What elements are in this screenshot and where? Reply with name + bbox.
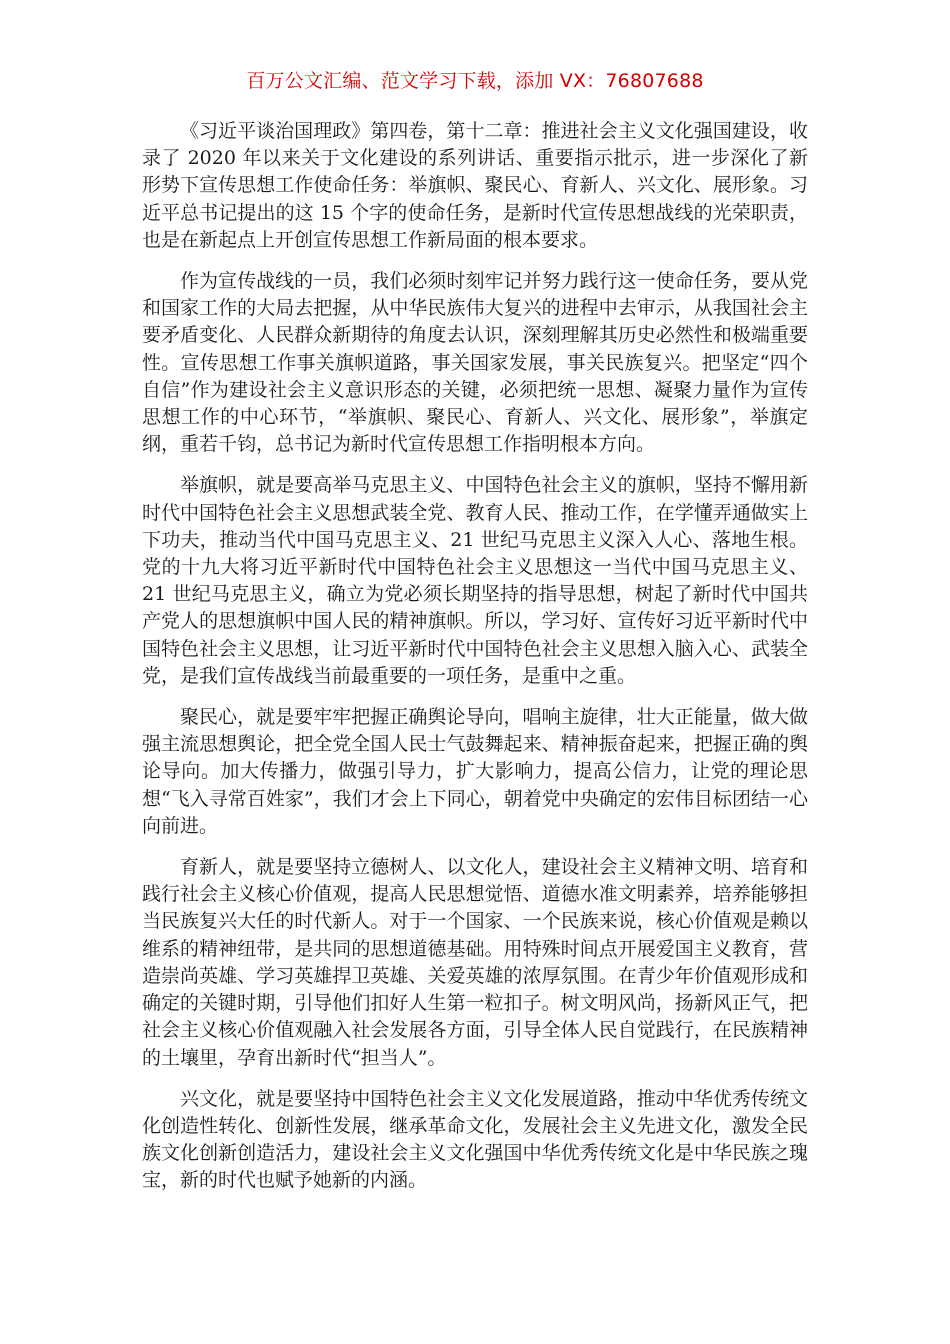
document-body bbox=[142, 118, 808, 1209]
paragraph-cultivate-people: 育新人，就是要坚持立德树人、以文化人，建设社会主义精神文明、培育和践行社会主义核心价值观，提高人民思想觉悟、道德水准文明素养，培养能够担当民族复兴大任的时代新人。对于一个国家、一个民族来说，核心价值观是赖以维系的精神纽带，是共同的思想道德基础。用特殊时间点开展爱国主义教育，营造崇尚英雄、学习英雄捍卫英雄、关爱英雄的浓厚氛围。在青少年价值观形成和确定的关键时期，引导他们扣好人生第一粒扣子。树文明风尚，扬新风正气，把社会主义核心价值观融入社会发展各方面，引导全体人民自觉践行，在民族精神的土壤里，孕育出新时代“担当人”。 bbox=[142, 856, 808, 1069]
paragraph-gather-hearts: 聚民心，就是要牢牢把握正确舆论导向，唱响主旋律，壮大正能量，做大做强主流思想舆论，把全党全国人民士气鼓舞起来、精神振奋起来，把握正确的舆论导向。加大传播力，做强引导力，扩大影响力，提高公信力，让党的理论思想“飞入寻常百姓家”，我们才会上下同心，朝着党中央确定的宏伟目标团结一心向前进。 bbox=[142, 706, 808, 837]
header-watermark: 百万公文汇编、范文学习下载，添加 VX：76807688 bbox=[246, 70, 704, 92]
paragraph-intro: 《习近平谈治国理政》第四卷，第十二章：推进社会主义文化强国建设，收录了 2020 年以来关于文化建设的系列讲话、重要指示批示，进一步深化了新形势下宣传思想工作使命任务：举旗帜、聚民心、育新人、兴文化、展形象。习近平总书记提出的这 15 个字的使命任务，是新时代宣传思想战线的光荣职责，也是在新起点上开创宣传思想工作新局面的根本要求。 bbox=[142, 120, 808, 251]
paragraph-raise-banner: 举旗帜，就是要高举马克思主义、中国特色社会主义的旗帜，坚持不懈用新时代中国特色社会主义思想武装全党、教育人民、推动工作，在学懂弄通做实上下功夫，推动当代中国马克思主义、21 世纪马克思主义深入人心、落地生根。党的十九大将习近平新时代中国特色社会主义思想这一当代中国马克思主义、21 世纪马克思主义，确立为党必须长期坚持的指导思想，树起了新时代中国共产党人的思想旗帜中国人民的精神旗帜。所以，学习好、宣传好习近平新时代中国特色社会主义思想，让习近平新时代中国特色社会主义思想入脑入心、武装全党，是我们宣传战线当前最重要的一项任务，是重中之重。 bbox=[142, 474, 808, 687]
paragraph-promote-culture: 兴文化，就是要坚持中国特色社会主义文化发展道路，推动中华优秀传统文化创造性转化、创新性发展，继承革命文化，发展社会主义先进文化，激发全民族文化创新创造活力，建设社会主义文化强国中华优秀传统文化是中华民族之瑰宝，新的时代也赋予她新的内涵。 bbox=[142, 1087, 808, 1192]
paragraph-mission: 作为宣传战线的一员，我们必须时刻牢记并努力践行这一使命任务，要从党和国家工作的大局去把握，从中华民族伟大复兴的进程中去审示，从我国社会主要矛盾变化、人民群众新期待的角度去认识，深刻理解其历史必然性和极端重要性。宣传思想工作事关旗帜道路，事关国家发展，事关民族复兴。把坚定“四个自信”作为建设社会主义意识形态的关键，必须把统一思想、凝聚力量作为宣传思想工作的中心环节，“举旗帜、聚民心、育新人、兴文化、展形象”，举旗定纲，重若千钧，总书记为新时代宣传思想工作指明根本方向。 bbox=[142, 270, 808, 456]
